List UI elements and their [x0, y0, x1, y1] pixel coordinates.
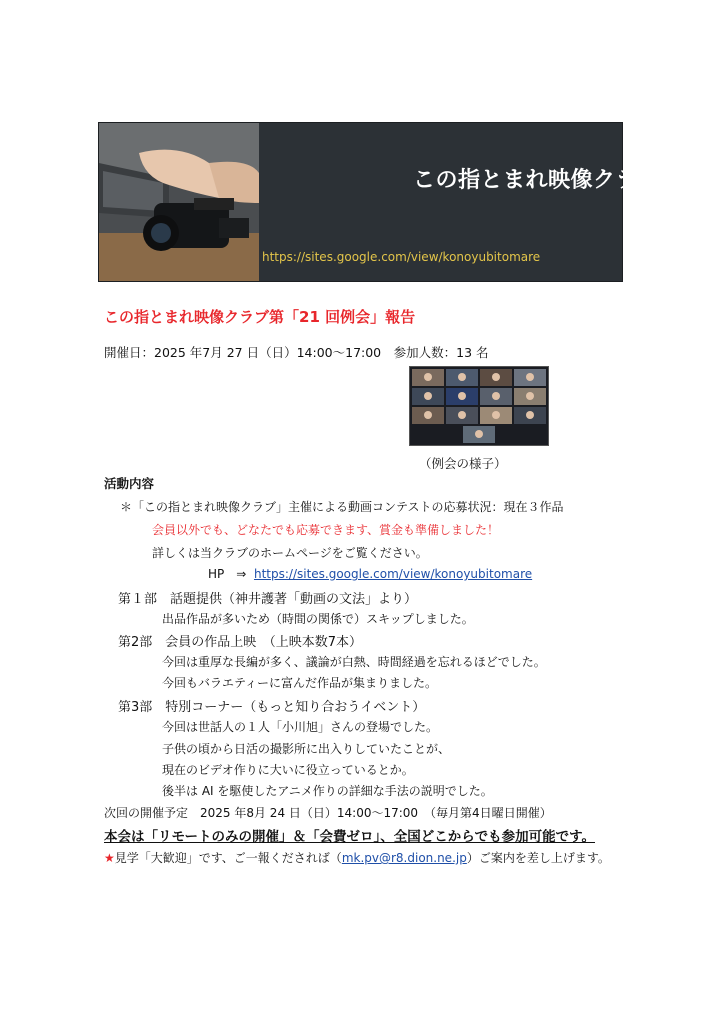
- remote-notice: 本会は「リモートのみの開催」＆「会費ゼロ」、全国どこからでも参加可能です。: [104, 829, 595, 845]
- part3-text-3: 現在のビデオ作りに大いに役立っているとか。: [162, 763, 414, 777]
- part1-heading: 第１部 話題提供（神井護著「動画の文法」より）: [118, 592, 418, 607]
- hp-label: HP ⇒: [208, 567, 247, 581]
- report-title: この指とまれ映像クラブ第「21 回例会」報告: [104, 308, 416, 326]
- meeting-screenshot: [409, 366, 549, 446]
- camera-laptop-photo: [99, 123, 259, 281]
- visit-text-after: ）ご案内を差し上げます。: [466, 851, 610, 865]
- photo-caption: （例会の様子）: [419, 456, 507, 471]
- activities-heading: 活動内容: [104, 476, 155, 491]
- star-icon: ★: [104, 851, 115, 865]
- homepage-link[interactable]: https://sites.google.com/view/konoyubitomare: [253, 567, 533, 581]
- contest-open-notice: 会員以外でも、どなたでも応募できます、賞金も準備しました！: [152, 523, 500, 537]
- meeting-date-attendance: 開催日：2025 年7月 27 日（日）14:00～17:00 参加人数：13 名: [104, 345, 489, 360]
- visit-notice: [104, 849, 610, 866]
- part2-text-2: 今回もバラエティーに富んだ作品が集まりました。: [162, 676, 438, 690]
- visit-text-before: 見学「大歓迎」です、ご一報くだされば（: [114, 851, 342, 865]
- part3-heading: 第3部 特別コーナー（もっと知り合おうイベント）: [118, 700, 426, 715]
- contest-details-note: 詳しくは当クラブのホームページをご覧ください。: [152, 546, 428, 560]
- part3-text-1: 今回は世話人の１人「小川旭」さんの登場でした。: [162, 720, 439, 734]
- part3-text-4: 後半は AI を駆使したアニメ作りの詳細な手法の説明でした。: [162, 784, 493, 798]
- contact-email-link[interactable]: mk.pv@r8.dion.ne.jp: [341, 851, 467, 865]
- part1-text: 出品作品が多いため（時間の関係で）スキップしました。: [162, 612, 474, 626]
- homepage-row: [208, 565, 532, 582]
- part3-text-2: 子供の頃から日活の撮影所に出入りしていたことが、: [162, 742, 451, 756]
- next-meeting: 次回の開催予定 2025 年8月 24 日（日）14:00～17:00 （毎月第4日曜日開催）: [104, 806, 552, 820]
- part2-heading: 第2部 会員の作品上映 （上映本数7本）: [118, 635, 363, 650]
- banner-club-name: この指とまれ映像クラブ: [413, 168, 661, 193]
- banner-url[interactable]: https://sites.google.com/view/konoyubitomare: [262, 250, 541, 264]
- header-banner: [98, 122, 661, 282]
- contest-status: ＊「この指とまれ映像クラブ」主催による動画コンテストの応募状況：現在３作品: [120, 500, 564, 514]
- part2-text-1: 今回は重厚な長編が多く、議論が白熱、時間経過を忘れるほどでした。: [162, 655, 546, 669]
